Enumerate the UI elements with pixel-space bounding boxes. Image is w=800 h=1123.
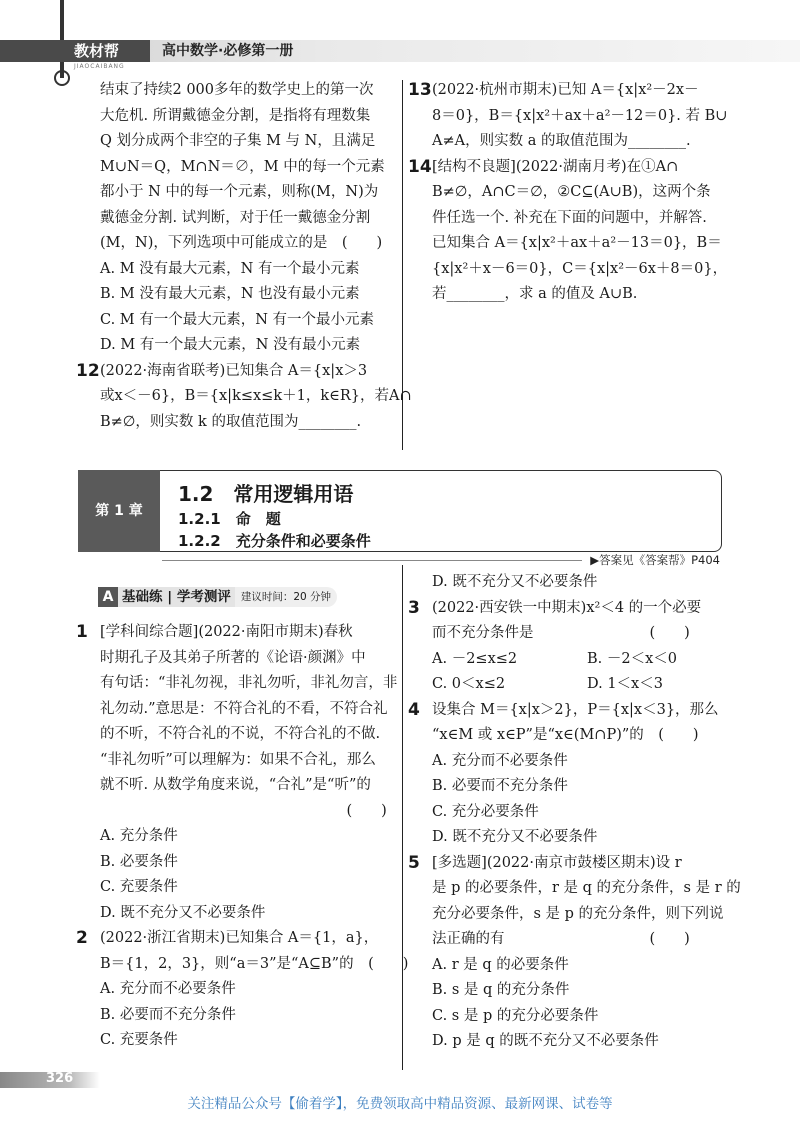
answer-reference-text: ▶答案见《答案帮》P404 [590, 553, 720, 567]
page-header [0, 40, 800, 70]
question-14 [408, 155, 732, 308]
left-column-bottom [76, 620, 409, 1054]
question-1-line: 礼勿动.”意思是：不符合礼的不看，不符合礼 [100, 700, 388, 717]
brand-pinyin: JIAOCAIBANG [74, 63, 125, 70]
question-1 [76, 620, 398, 926]
question-5-line: 充分必要条件，s 是 p 的充分条件，则下列说 [432, 905, 724, 922]
option-row [432, 647, 732, 673]
question-2-line: A. 充分而不必要条件 [100, 981, 236, 997]
left-column-top [76, 78, 412, 435]
continued-question-line: C. M 有一个最大元素，N 有一个最小元素 [100, 311, 375, 328]
question-4-line: D. 既不充分又不必要条件 [432, 829, 598, 845]
section-title: 1.2 常用逻辑用语 [178, 482, 354, 506]
question-13 [408, 78, 732, 155]
question-4-line: B. 必要而不充分条件 [432, 778, 568, 794]
ring-binding-loop [54, 70, 70, 86]
question-3 [408, 596, 732, 698]
question-13-line: A≠A，则实数 a 的取值范围为________. [432, 133, 691, 149]
question-1-line: [学科间综合题](2022·南阳市期末)春秋 [100, 624, 353, 640]
continued-question-line: A. M 没有最大元素，N 有一个最小元素 [100, 260, 360, 277]
question-2-line: (2022·浙江省期末)已知集合 A＝{1，a}， [100, 930, 379, 946]
question-5 [408, 851, 741, 1055]
chapter-label: 第 1 章 [78, 470, 160, 552]
question-14-line: 已知集合 A＝{x|x²＋ax＋a²－13＝0}，B＝ [432, 235, 722, 251]
question-number: 2 [76, 928, 88, 948]
question-5-line: [多选题](2022·南京市鼓楼区期末)设 r [432, 854, 682, 871]
section-banner [78, 470, 722, 552]
question-1-line: 有句话：“非礼勿视，非礼勿听，非礼勿言，非 [100, 675, 398, 691]
question-3-line: 而不充分条件是 ( ) [432, 625, 690, 641]
question-14-line: B≠∅，A∩C＝∅，②C⊆(A∪B)，这两个条 [432, 184, 711, 200]
question-1-line: D. 既不充分又不必要条件 [100, 904, 266, 921]
question-number: 5 [408, 852, 420, 873]
continued-question-line: 大危机. 所谓戴德金分割，是指将有理数集 [100, 107, 371, 124]
question-number: 3 [408, 597, 420, 618]
question-4 [408, 698, 732, 851]
question-2-line: C. 充要条件 [100, 1032, 178, 1048]
question-4-line: A. 充分而不必要条件 [432, 752, 568, 769]
answer-reference-rule [162, 560, 582, 561]
question-12-line: 或x＜－6}，B＝{x|k≤x≤k＋1，k∈R}，若A∩ [100, 388, 412, 404]
page-number: 326 [46, 1071, 74, 1086]
question-1-line: C. 充要条件 [100, 879, 178, 895]
question-5-line: 是 p 的必要条件，r 是 q 的充分条件，s 是 r 的 [432, 880, 741, 896]
question-4-line: 设集合 M＝{x|x＞2}，P＝{x|x＜3}，那么 [432, 701, 719, 718]
answer-reference [590, 552, 720, 568]
question-5-line: D. p 是 q 的既不充分又不必要条件 [432, 1033, 659, 1049]
question-5-line: C. s 是 p 的充分必要条件 [432, 1007, 599, 1024]
continued-question-line: 结束了持续2 000多年的数学史上的第一次 [100, 82, 374, 98]
continued-question-line: 都小于 N 中的每一个元素，则称(M，N)为 [100, 184, 379, 200]
question-14-line: 若________，求 a 的值及 A∪B. [432, 286, 638, 302]
question-12-line: (2022·海南省联考)已知集合 A＝{x|x＞3 [100, 362, 368, 379]
continued-question-line: B. M 没有最大元素，N 也没有最小元素 [100, 286, 360, 302]
suggested-time: 建议时间：20 分钟 [235, 587, 337, 607]
question-12-line: B≠∅，则实数 k 的取值范围为________. [100, 413, 362, 430]
question-5-line: B. s 是 q 的充分条件 [432, 982, 570, 998]
brand-label: 教材帮 [0, 40, 150, 62]
book-title: 高中数学·必修第一册 [162, 43, 294, 59]
promo-text: 关注精品公众号【偷着学】，免费领取高中精品资源、最新网课、试卷等 [187, 1096, 613, 1112]
question-4-line: “x∈M 或 x∈P”是“x∈(M∩P)”的 ( ) [432, 727, 699, 743]
question-13-line: 8＝0}，B＝{x|x²＋ax＋a²－12＝0}. 若 B∪ [432, 107, 728, 124]
subsection-2: 1.2.2 充分条件和必要条件 [178, 532, 371, 550]
continued-question-line: M∪N＝Q，M∩N＝∅，M 中的每一个元素 [100, 158, 385, 175]
question-13-line: (2022·杭州市期末)已知 A＝{x|x²－2x－ [432, 82, 699, 98]
question-14-line: 件任选一个. 补充在下面的问题中，并解答. [432, 209, 707, 226]
question-14-line: [结构不良题](2022·湖南月考)在①A∩ [432, 158, 679, 175]
option-continued: D. 既不充分又不必要条件 [432, 574, 598, 590]
option: C. 0＜x≤2 [432, 676, 506, 692]
continued-question-line: D. M 有一个最大元素，N 没有最小元素 [100, 337, 361, 353]
continued-question-line: (M，N)，下列选项中可能成立的是 ( ) [100, 235, 383, 251]
question-14-line: {x|x²＋x－6＝0}，C＝{x|x²－6x＋8＝0}， [432, 260, 728, 277]
continued-question-line: 戴德金分割. 试判断，对于任一戴德金分割 [100, 209, 371, 226]
continued-question-line: Q 划分成两个非空的子集 M 与 N，且满足 [100, 133, 376, 149]
question-1-line: 时期孔子及其弟子所著的《论语·颜渊》中 [100, 649, 366, 666]
question-2-line: B＝{1，2，3}，则“a＝3”是“A⊆B”的 ( ) [100, 955, 409, 972]
right-column-bottom [408, 570, 741, 1055]
question-1-line: “非礼勿听”可以理解为：如果不合礼，那么 [100, 751, 376, 768]
question-2 [76, 926, 409, 1054]
option-row [432, 672, 732, 698]
question-1-line: A. 充分条件 [100, 828, 178, 844]
right-column-top [408, 78, 732, 308]
question-number: 14 [408, 156, 432, 177]
practice-badge [98, 587, 337, 607]
question-12 [76, 359, 412, 436]
question-number: 1 [76, 622, 88, 642]
question-1-line: B. 必要条件 [100, 853, 178, 870]
option: A. －2≤x≤2 [432, 650, 518, 667]
question-1-line: 就不听. 从数学角度来说，“合礼”是“听”的 [100, 777, 371, 793]
badge-label: 基础练 | 学考测评 [118, 587, 235, 607]
question-1-line: ( ) [100, 802, 387, 819]
subsection-1: 1.2.1 命 题 [178, 510, 281, 528]
question-3-line: (2022·西安铁一中期末)x²＜4 的一个必要 [432, 599, 702, 616]
column-divider-bottom [402, 565, 403, 1070]
question-2-line: B. 必要而不充分条件 [100, 1006, 236, 1023]
question-5-line: 法正确的有 ( ) [432, 931, 690, 947]
question-1-line: 的不听，不符合礼的不说，不符合礼的不做. [100, 726, 381, 742]
question-number: 4 [408, 699, 420, 720]
badge-letter: A [98, 587, 118, 607]
option: B. －2＜x＜0 [587, 650, 678, 667]
question-5-line: A. r 是 q 的必要条件 [432, 956, 569, 973]
option: D. 1＜x＜3 [587, 676, 663, 692]
question-number: 13 [408, 80, 432, 100]
question-number: 12 [76, 360, 100, 381]
question-4-line: C. 充分必要条件 [432, 803, 539, 820]
